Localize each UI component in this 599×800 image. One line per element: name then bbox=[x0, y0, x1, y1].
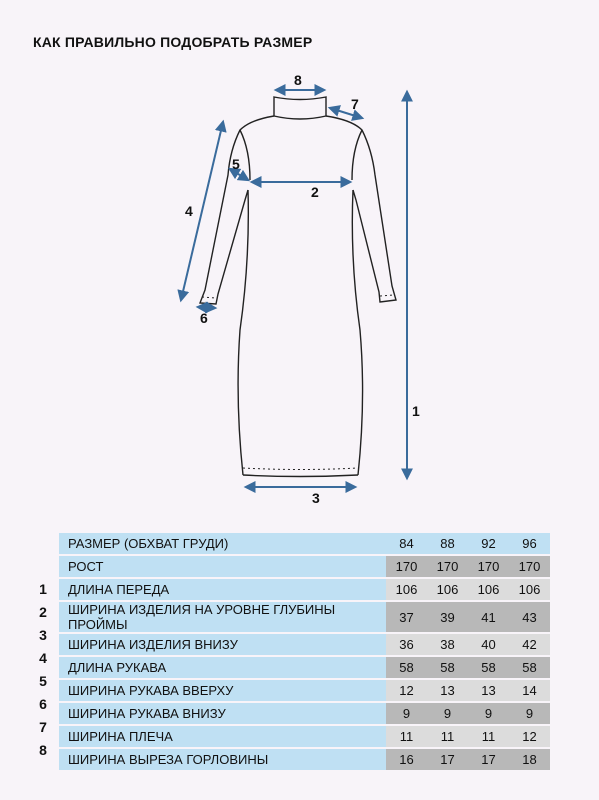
size-value-cell: 88 bbox=[427, 533, 468, 554]
table-row bbox=[59, 680, 550, 701]
size-value-cell: 9 bbox=[386, 703, 427, 724]
row-label: РАЗМЕР (ОБХВАТ ГРУДИ) bbox=[59, 533, 381, 554]
table-row bbox=[59, 556, 550, 577]
dress-outline bbox=[200, 97, 396, 477]
row-label: ШИРИНА ВЫРЕЗА ГОРЛОВИНЫ bbox=[59, 749, 381, 770]
row-number: 7 bbox=[39, 719, 47, 735]
dress-diagram bbox=[0, 60, 599, 520]
label-8: 8 bbox=[294, 72, 302, 88]
size-value-cell: 13 bbox=[468, 680, 509, 701]
size-value-cell: 11 bbox=[386, 726, 427, 747]
size-value-cell: 36 bbox=[386, 634, 427, 655]
label-5: 5 bbox=[232, 156, 240, 172]
label-7: 7 bbox=[351, 96, 359, 112]
size-value-cell: 170 bbox=[468, 556, 509, 577]
label-6: 6 bbox=[200, 310, 208, 326]
row-label: ШИРИНА ИЗДЕЛИЯ ВНИЗУ bbox=[59, 634, 381, 655]
size-value-cell: 106 bbox=[386, 579, 427, 600]
row-label: ДЛИНА РУКАВА bbox=[59, 657, 381, 678]
size-table bbox=[59, 531, 550, 772]
size-value-cell: 106 bbox=[427, 579, 468, 600]
size-value-cell: 43 bbox=[509, 602, 550, 632]
label-2: 2 bbox=[311, 184, 319, 200]
size-value-cell: 96 bbox=[509, 533, 550, 554]
row-label: ШИРИНА ПЛЕЧА bbox=[59, 726, 381, 747]
size-value-cell: 11 bbox=[468, 726, 509, 747]
row-label: ШИРИНА ИЗДЕЛИЯ НА УРОВНЕ ГЛУБИНЫ ПРОЙМЫ bbox=[59, 602, 381, 632]
size-value-cell: 37 bbox=[386, 602, 427, 632]
size-value-cell: 84 bbox=[386, 533, 427, 554]
table-row bbox=[59, 657, 550, 678]
table-row bbox=[59, 533, 550, 554]
arrow-6 bbox=[198, 307, 215, 308]
row-number: 6 bbox=[39, 696, 47, 712]
table-row bbox=[59, 602, 550, 632]
size-value-cell: 12 bbox=[386, 680, 427, 701]
size-value-cell: 170 bbox=[509, 556, 550, 577]
size-value-cell: 13 bbox=[427, 680, 468, 701]
table-row bbox=[59, 703, 550, 724]
size-value-cell: 170 bbox=[386, 556, 427, 577]
table-row bbox=[59, 634, 550, 655]
row-number: 8 bbox=[39, 742, 47, 758]
size-value-cell: 14 bbox=[509, 680, 550, 701]
row-number: 1 bbox=[39, 581, 47, 597]
size-value-cell: 106 bbox=[509, 579, 550, 600]
row-label: РОСТ bbox=[59, 556, 381, 577]
size-value-cell: 9 bbox=[468, 703, 509, 724]
size-value-cell: 9 bbox=[427, 703, 468, 724]
table-row bbox=[59, 579, 550, 600]
size-value-cell: 16 bbox=[386, 749, 427, 770]
size-value-cell: 40 bbox=[468, 634, 509, 655]
size-value-cell: 58 bbox=[509, 657, 550, 678]
size-value-cell: 170 bbox=[427, 556, 468, 577]
size-value-cell: 17 bbox=[468, 749, 509, 770]
size-value-cell: 106 bbox=[468, 579, 509, 600]
size-value-cell: 92 bbox=[468, 533, 509, 554]
row-label: ДЛИНА ПЕРЕДА bbox=[59, 579, 381, 600]
size-value-cell: 39 bbox=[427, 602, 468, 632]
size-value-cell: 58 bbox=[386, 657, 427, 678]
measurement-arrows bbox=[181, 90, 407, 487]
label-1: 1 bbox=[412, 403, 420, 419]
row-number: 5 bbox=[39, 673, 47, 689]
size-value-cell: 12 bbox=[509, 726, 550, 747]
table-row bbox=[59, 749, 550, 770]
size-value-cell: 58 bbox=[427, 657, 468, 678]
size-value-cell: 41 bbox=[468, 602, 509, 632]
row-number: 4 bbox=[39, 650, 47, 666]
size-value-cell: 58 bbox=[468, 657, 509, 678]
row-label: ШИРИНА РУКАВА ВВЕРХУ bbox=[59, 680, 381, 701]
label-4: 4 bbox=[185, 203, 193, 219]
page-title: КАК ПРАВИЛЬНО ПОДОБРАТЬ РАЗМЕР bbox=[33, 34, 313, 50]
label-3: 3 bbox=[312, 490, 320, 506]
row-number: 2 bbox=[39, 604, 47, 620]
size-value-cell: 18 bbox=[509, 749, 550, 770]
size-value-cell: 11 bbox=[427, 726, 468, 747]
size-value-cell: 38 bbox=[427, 634, 468, 655]
row-number: 3 bbox=[39, 627, 47, 643]
size-value-cell: 17 bbox=[427, 749, 468, 770]
row-label: ШИРИНА РУКАВА ВНИЗУ bbox=[59, 703, 381, 724]
table-row bbox=[59, 726, 550, 747]
size-value-cell: 9 bbox=[509, 703, 550, 724]
size-value-cell: 42 bbox=[509, 634, 550, 655]
